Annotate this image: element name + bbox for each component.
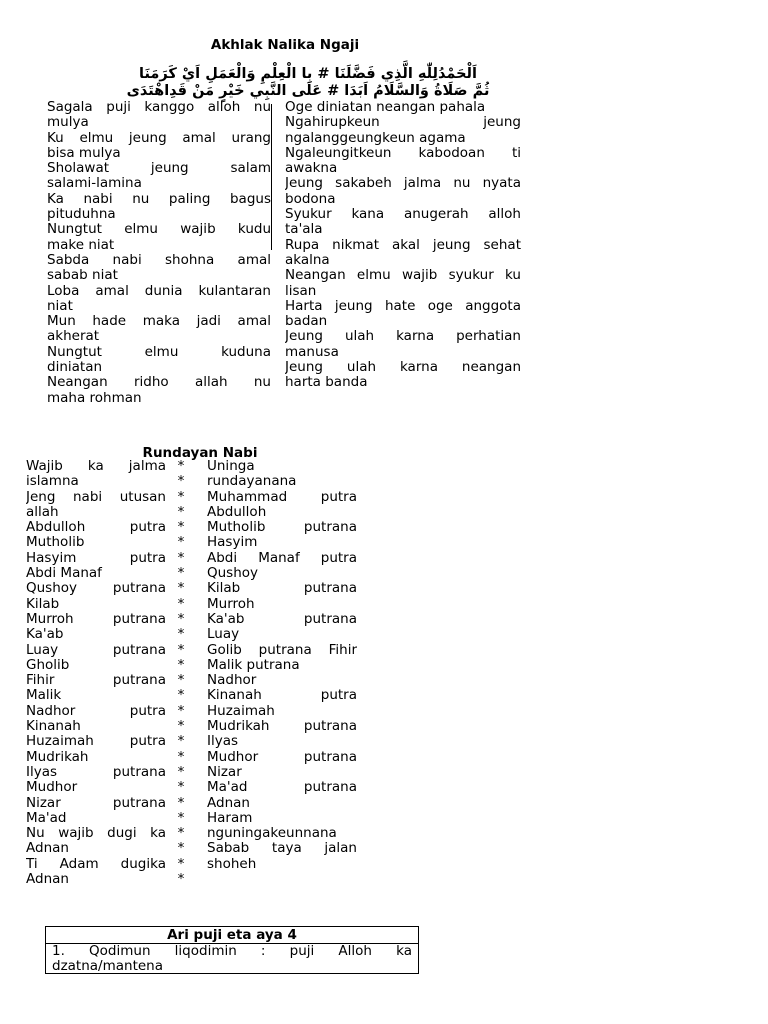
poem-line: Syukur kana anugerah alloh xyxy=(285,207,521,223)
rundayan-line: Luay putrana xyxy=(26,642,166,658)
puji-table-row-line: dzatna/mantena xyxy=(52,959,164,975)
poem-line: maha rohman xyxy=(47,390,142,406)
poem-line: Loba amal dunia kulantaran xyxy=(47,283,271,299)
poem-right-column xyxy=(285,100,521,391)
column-divider xyxy=(271,104,272,250)
poem-line: bisa mulya xyxy=(47,145,121,161)
poem-line: Jeung ulah karna neangan xyxy=(285,360,521,376)
rundayan-line: Huzaimah putra xyxy=(26,734,166,750)
rundayan-title: Rundayan Nabi xyxy=(142,445,258,461)
rundayan-line: Mudhor xyxy=(26,780,78,796)
rundayan-separator-star: * xyxy=(177,764,185,780)
rundayan-line: Nizar putrana xyxy=(26,795,166,811)
rundayan-line: Muhammad putra xyxy=(207,489,357,505)
arabic-verse-line-1: اَلْحَمْدُلِلّٰهِ الَّذِي فَضَّلَنَا # بِا الْعِلْمِ وَالْعَمَلِ اَيْ كَرَمَنَا xyxy=(139,66,477,82)
rundayan-line: Murroh putrana xyxy=(26,611,166,627)
poem-line: Neangan elmu wajib syukur ku xyxy=(285,268,521,284)
rundayan-left-column xyxy=(26,459,166,887)
rundayan-line: Jeng nabi utusan xyxy=(26,489,166,505)
rundayan-separator-star: * xyxy=(177,611,185,627)
rundayan-line: Abdulloh putra xyxy=(26,520,166,536)
document-title: Akhlak Nalika Ngaji xyxy=(210,37,360,53)
poem-line: Mun hade maka jadi amal xyxy=(47,314,271,330)
rundayan-line: Mutholib xyxy=(26,535,85,551)
rundayan-line: Malik putrana xyxy=(207,657,300,673)
rundayan-line: Fihir putrana xyxy=(26,673,166,689)
poem-line: Ka nabi nu paling bagus xyxy=(47,191,271,207)
rundayan-line: Murroh xyxy=(207,596,255,612)
poem-line: awakna xyxy=(285,161,338,177)
rundayan-line: Mutholib putrana xyxy=(207,520,357,536)
rundayan-line: Abdi Manaf xyxy=(26,566,102,582)
poem-line: bodona xyxy=(285,191,336,207)
rundayan-line: Nu wajib dugi ka xyxy=(26,826,166,842)
poem-line: mulya xyxy=(47,115,89,131)
rundayan-line: Mudrikah putrana xyxy=(207,719,357,735)
puji-table xyxy=(45,926,419,974)
poem-line: pituduhna xyxy=(47,207,116,223)
rundayan-separator-star: * xyxy=(177,795,185,811)
poem-line: ngalanggeungkeun agama xyxy=(285,130,466,146)
poem-line: ta'ala xyxy=(285,222,323,238)
rundayan-line: Adnan xyxy=(26,841,69,857)
puji-table-row-line: 1. Qodimun liqodimin : puji Alloh ka xyxy=(52,944,412,959)
rundayan-line: Adnan xyxy=(26,872,69,888)
poem-line: Ngaleungitkeun kabodoan ti xyxy=(285,145,521,161)
rundayan-line: Nadhor putra xyxy=(26,703,166,719)
poem-line: Harta jeung hate oge anggota xyxy=(285,298,521,314)
rundayan-line: Uninga xyxy=(207,459,255,474)
rundayan-line: Ti Adam dugika xyxy=(26,856,166,872)
arabic-verse-line-2: ثُمَّ صَلَاةُ وَالسَّلَامُ اَبَدَا # عَلَى النَّبِي خَيْرٍ مَنْ قَدِاهْتَدَى xyxy=(126,83,490,99)
rundayan-separator-star: * xyxy=(177,596,185,612)
puji-table-row xyxy=(46,944,418,975)
rundayan-line: Haram xyxy=(207,810,253,826)
poem-line: niat xyxy=(47,298,73,314)
poem-line: Jeung ulah karna perhatian xyxy=(285,329,521,345)
rundayan-separator-star: * xyxy=(177,642,185,658)
rundayan-line: Ka'ab xyxy=(26,627,64,643)
rundayan-line: Gholib xyxy=(26,657,70,673)
poem-left-column xyxy=(47,100,271,406)
rundayan-line: Qushoy xyxy=(207,566,259,582)
rundayan-line: Malik xyxy=(26,688,62,704)
rundayan-line: Hasyim xyxy=(207,535,258,551)
rundayan-line: Golib putrana Fihir xyxy=(207,642,357,658)
rundayan-line: Ka'ab putrana xyxy=(207,611,357,627)
rundayan-line: Ilyas xyxy=(207,734,239,750)
poem-line: akherat xyxy=(47,329,100,345)
rundayan-line: Ma'ad xyxy=(26,810,67,826)
poem-line: Rupa nikmat akal jeung sehat xyxy=(285,237,521,253)
rundayan-line: Kinanah xyxy=(26,719,81,735)
puji-table-header: Ari puji eta aya 4 xyxy=(46,927,418,944)
poem-line: Oge diniatan neangan pahala xyxy=(285,100,486,115)
rundayan-separator-star: * xyxy=(177,673,185,689)
poem-line: diniatan xyxy=(47,360,103,376)
poem-line: salami-lamina xyxy=(47,176,142,192)
rundayan-line: Adnan xyxy=(207,795,250,811)
rundayan-line: Mudrikah xyxy=(26,749,89,765)
rundayan-line: Kinanah putra xyxy=(207,688,357,704)
poem-line: make niat xyxy=(47,237,115,253)
rundayan-line: shoheh xyxy=(207,856,257,872)
rundayan-line: Luay xyxy=(207,627,240,643)
rundayan-separator-star: * xyxy=(177,703,185,719)
poem-line: Ngahirupkeun jeung xyxy=(285,115,521,131)
rundayan-separator-star: * xyxy=(177,826,185,842)
rundayan-line: Huzaimah xyxy=(207,703,275,719)
poem-line: Sholawat jeung salam xyxy=(47,161,271,177)
rundayan-right-column xyxy=(207,459,357,872)
rundayan-separator-star: * xyxy=(177,810,185,826)
rundayan-separator-star: * xyxy=(177,459,185,474)
poem-line: manusa xyxy=(285,344,339,360)
rundayan-line: Sabab taya jalan xyxy=(207,841,357,857)
rundayan-line: Qushoy putrana xyxy=(26,581,166,597)
rundayan-line: Wajib ka jalma xyxy=(26,459,166,474)
rundayan-line: Nizar xyxy=(207,764,242,780)
rundayan-separator-star: * xyxy=(177,780,185,796)
rundayan-line: Ilyas putrana xyxy=(26,764,166,780)
rundayan-line: nguningakeunnana xyxy=(207,826,337,842)
rundayan-line: allah xyxy=(26,504,59,520)
rundayan-line: Nadhor xyxy=(207,673,257,689)
poem-line: sabab niat xyxy=(47,268,118,284)
poem-line: Nungtut elmu kuduna xyxy=(47,344,271,360)
rundayan-line: Mudhor putrana xyxy=(207,749,357,765)
rundayan-separator-star: * xyxy=(177,856,185,872)
poem-line: Sabda nabi shohna amal xyxy=(47,252,271,268)
poem-line: badan xyxy=(285,314,328,330)
rundayan-line: Ma'ad putrana xyxy=(207,780,357,796)
rundayan-line: rundayanana xyxy=(207,474,297,490)
poem-line: Neangan ridho allah nu xyxy=(47,375,271,391)
rundayan-separator-star: * xyxy=(177,474,185,490)
rundayan-line: Abdi Manaf putra xyxy=(207,550,357,566)
rundayan-line: Kilab xyxy=(26,596,60,612)
rundayan-separator-star: * xyxy=(177,734,185,750)
rundayan-line: Kilab putrana xyxy=(207,581,357,597)
rundayan-separator-star: * xyxy=(177,489,185,505)
rundayan-separator-star: * xyxy=(177,872,185,888)
poem-line: Ku elmu jeung amal urang xyxy=(47,130,271,146)
poem-line: harta banda xyxy=(285,375,368,391)
rundayan-separator-star: * xyxy=(177,627,185,643)
rundayan-line: Abdulloh xyxy=(207,504,267,520)
poem-line: Sagala puji kanggo alloh nu xyxy=(47,100,271,115)
rundayan-separator-star: * xyxy=(177,657,185,673)
rundayan-line: islamna xyxy=(26,474,79,490)
rundayan-separator-star: * xyxy=(177,749,185,765)
rundayan-separator-star: * xyxy=(177,719,185,735)
rundayan-separator-star: * xyxy=(177,535,185,551)
rundayan-star-column xyxy=(174,459,188,887)
rundayan-separator-star: * xyxy=(177,581,185,597)
rundayan-separator-star: * xyxy=(177,550,185,566)
poem-line: Nungtut elmu wajib kudu xyxy=(47,222,271,238)
poem-line: akalna xyxy=(285,252,330,268)
rundayan-separator-star: * xyxy=(177,566,185,582)
rundayan-separator-star: * xyxy=(177,688,185,704)
poem-line: Jeung sakabeh jalma nu nyata xyxy=(285,176,521,192)
rundayan-separator-star: * xyxy=(177,841,185,857)
poem-line: lisan xyxy=(285,283,317,299)
rundayan-line: Hasyim putra xyxy=(26,550,166,566)
rundayan-separator-star: * xyxy=(177,520,185,536)
rundayan-separator-star: * xyxy=(177,504,185,520)
